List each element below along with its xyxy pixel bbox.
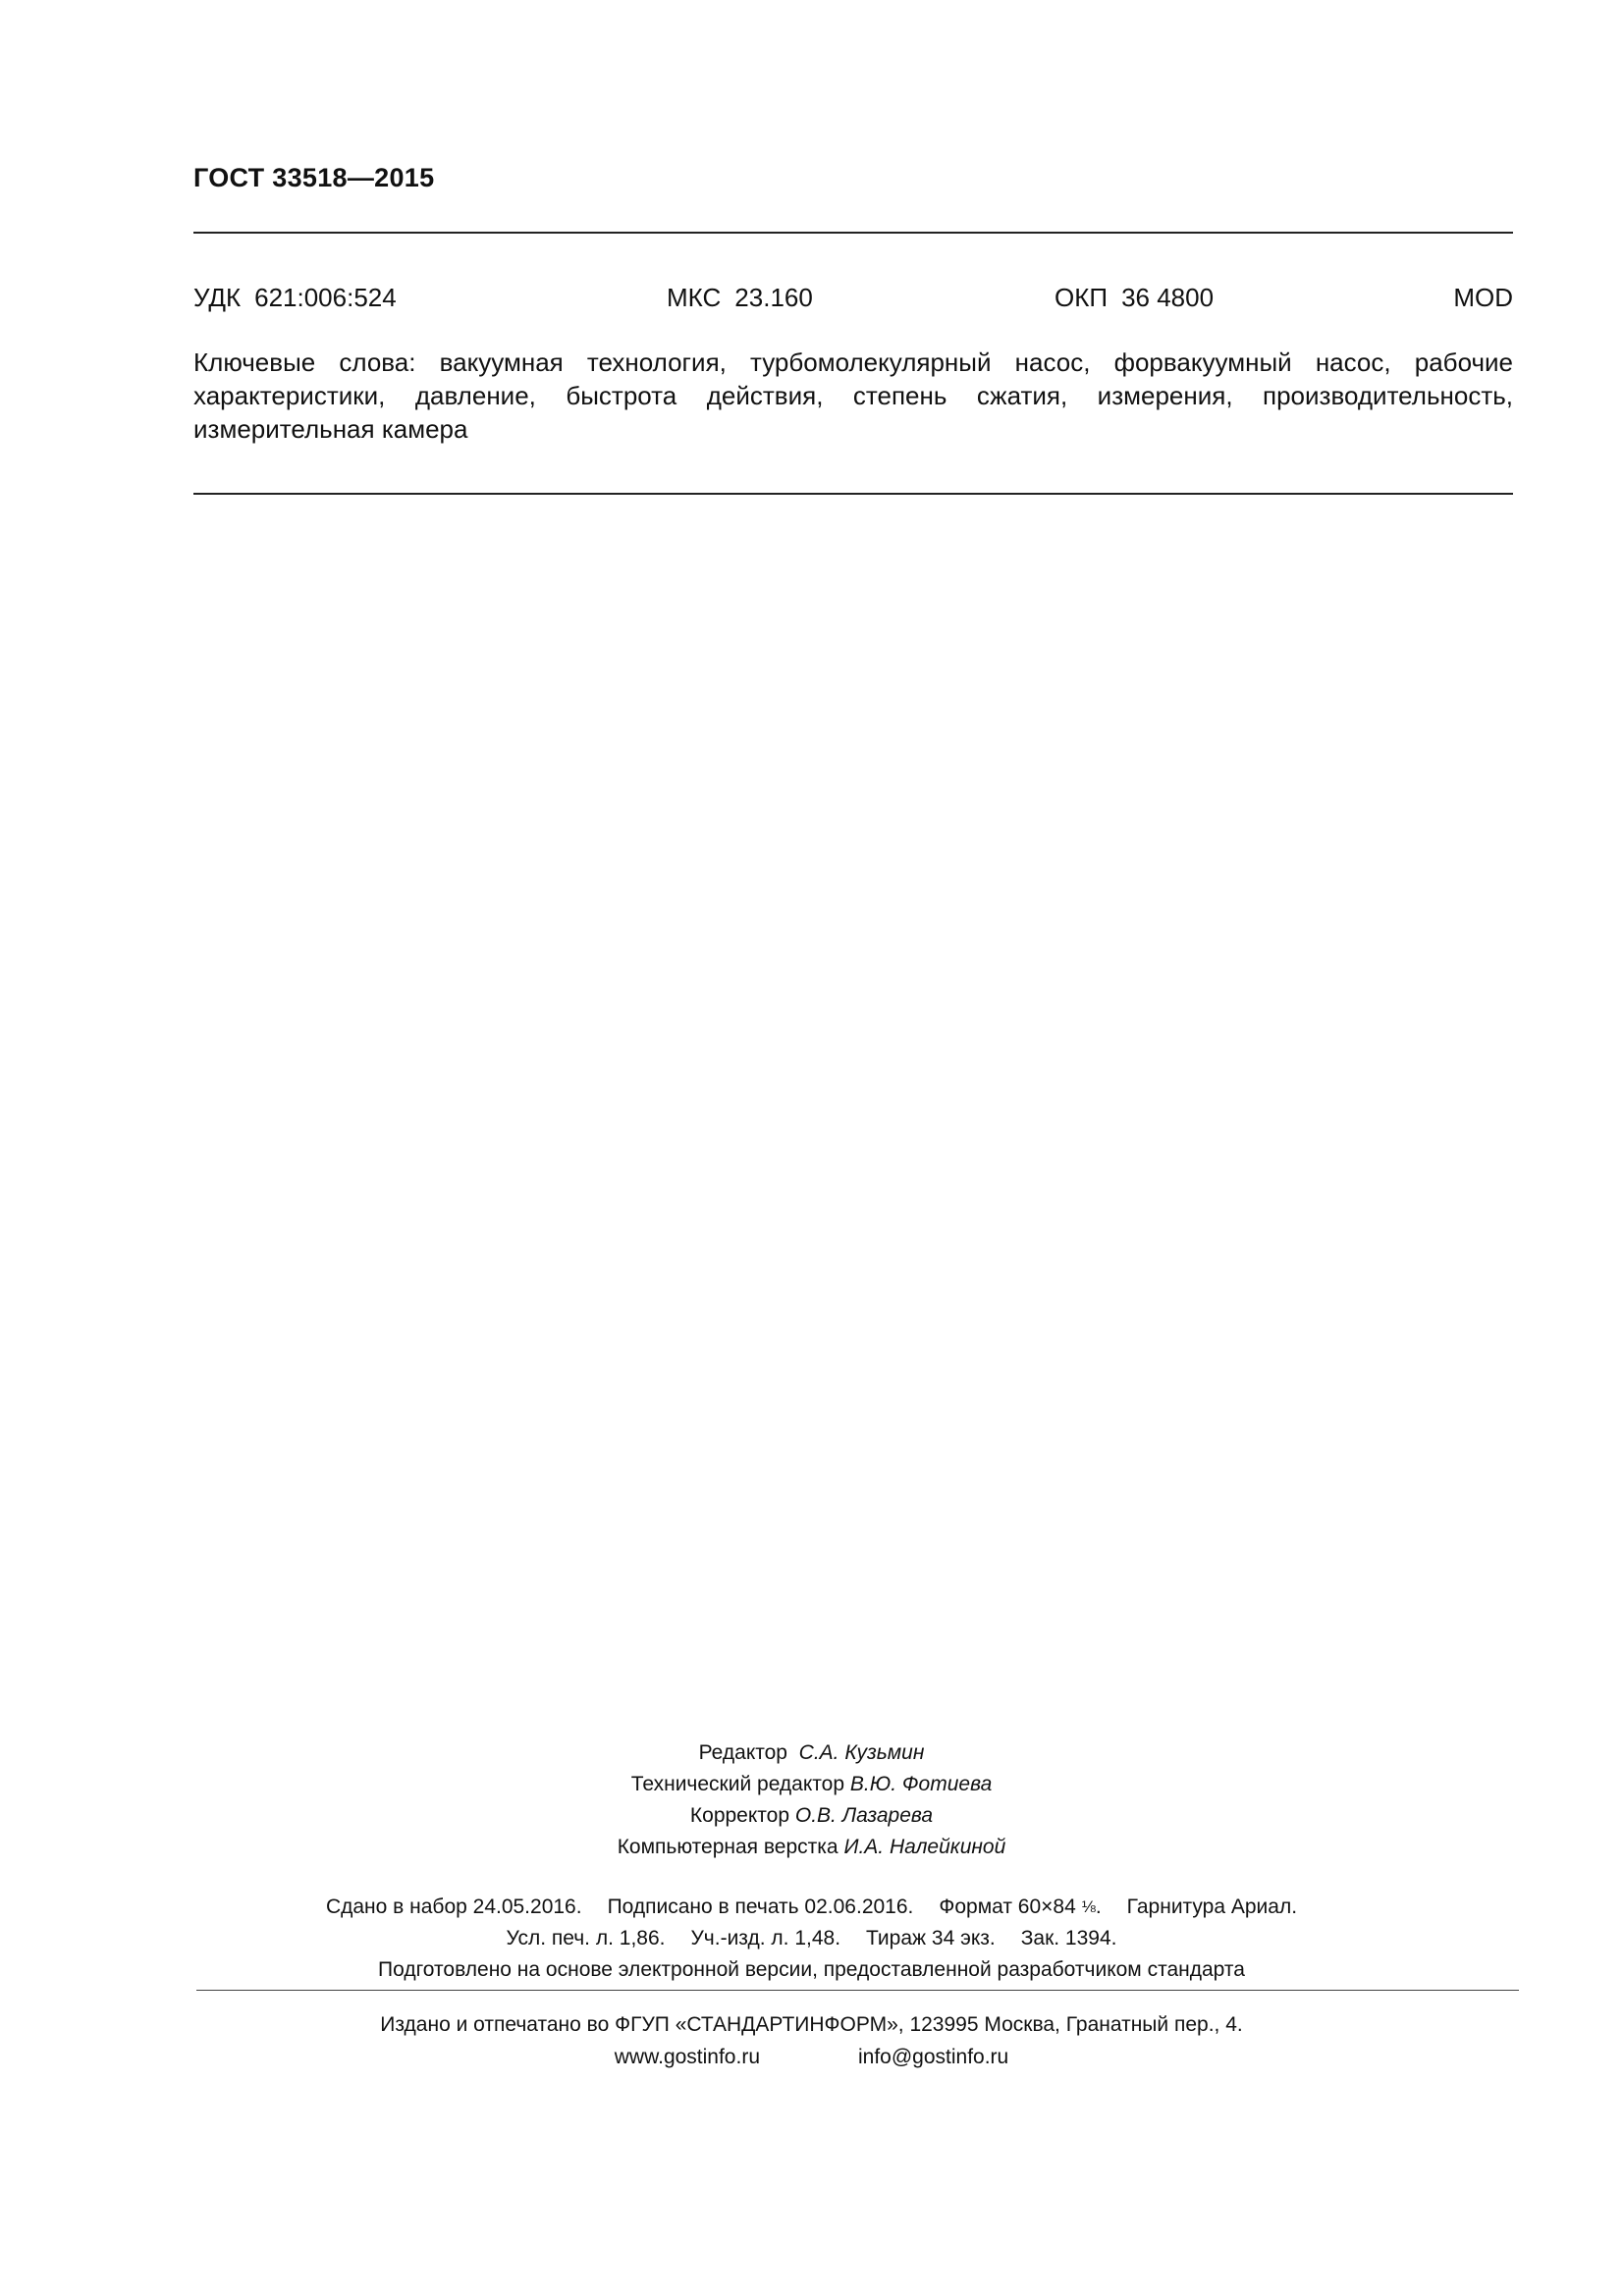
credit-tech-editor-label: Технический редактор <box>630 1773 845 1795</box>
imprint-signed: Подписано в печать 02.06.2016. <box>607 1896 914 1918</box>
udk-code <box>193 283 397 313</box>
imprint-pub-sheets: Уч.-изд. л. 1,48. <box>690 1927 841 1949</box>
credit-tech-editor-name: В.Ю. Фотиева <box>849 1773 993 1795</box>
mks-label: МКС <box>667 283 722 312</box>
credit-editor-name: С.А. Кузьмин <box>798 1741 925 1764</box>
publisher-divider <box>196 1990 1519 1991</box>
okp-value: 36 4800 <box>1121 283 1215 312</box>
credit-layout <box>0 1832 1623 1863</box>
credit-tech-editor <box>0 1769 1623 1800</box>
credit-corrector-label: Корректор <box>689 1804 790 1827</box>
mks-code <box>667 283 813 313</box>
imprint-order: Зак. 1394. <box>1020 1927 1117 1949</box>
publisher-address: Издано и отпечатано во ФГУП «СТАНДАРТИНФОРМ», 123995 Москва, Гранатный пер., 4. <box>380 2013 1243 2036</box>
imprint-format-fraction: ⅛ <box>1081 1897 1096 1916</box>
udk-value: 621:006:524 <box>254 283 397 312</box>
imprint-block <box>0 1892 1623 1986</box>
okp-code <box>1055 283 1214 313</box>
credit-corrector-name: О.В. Лазарева <box>794 1804 934 1827</box>
keywords-paragraph: Ключевые слова: вакуумная технология, турбомолекулярный насос, форвакуумный насос, рабочие характеристики, давление, быстрота действия, степень сжатия, измерения, производительность, измерительная камера <box>193 347 1513 444</box>
credit-corrector <box>0 1800 1623 1832</box>
publisher-block <box>0 2008 1623 2073</box>
okp-label: ОКП <box>1055 283 1109 312</box>
document-code: ГОСТ 33518—2015 <box>193 163 435 192</box>
publisher-website-link[interactable]: www.gostinfo.ru <box>614 2046 760 2068</box>
publisher-email-link[interactable]: info@gostinfo.ru <box>858 2046 1009 2068</box>
credit-layout-name: И.А. Налейкиной <box>843 1836 1006 1858</box>
imprint-run: Тираж 34 экз. <box>866 1927 996 1949</box>
credit-editor <box>0 1737 1623 1769</box>
keywords-divider <box>193 493 1513 495</box>
mod-marker: MOD <box>1453 283 1513 312</box>
imprint-print-sheets: Усл. печ. л. 1,86. <box>506 1927 666 1949</box>
imprint-submitted: Сдано в набор 24.05.2016. <box>325 1896 582 1918</box>
imprint-line-2 <box>0 1923 1623 1954</box>
imprint-prepared: Подготовлено на основе электронной версии, предоставленной разработчиком стандарта <box>378 1958 1245 1981</box>
credits-block <box>0 1737 1623 1863</box>
credit-editor-label: Редактор <box>698 1741 787 1764</box>
imprint-font: Гарнитура Ариал. <box>1126 1896 1298 1918</box>
publisher-contacts <box>0 2041 1623 2073</box>
imprint-format: Формат 60×84 <box>939 1896 1076 1918</box>
top-divider <box>193 232 1513 234</box>
udk-label: УДК <box>193 283 242 312</box>
mks-value: 23.160 <box>734 283 813 312</box>
imprint-line-1: Сдано в набор 24.05.2016. Подписано в печать 02.06.2016. Формат 60×84 ⅛. Гарнитура Ариал. <box>325 1896 1298 1918</box>
credit-layout-label: Компьютерная верстка <box>617 1836 839 1858</box>
